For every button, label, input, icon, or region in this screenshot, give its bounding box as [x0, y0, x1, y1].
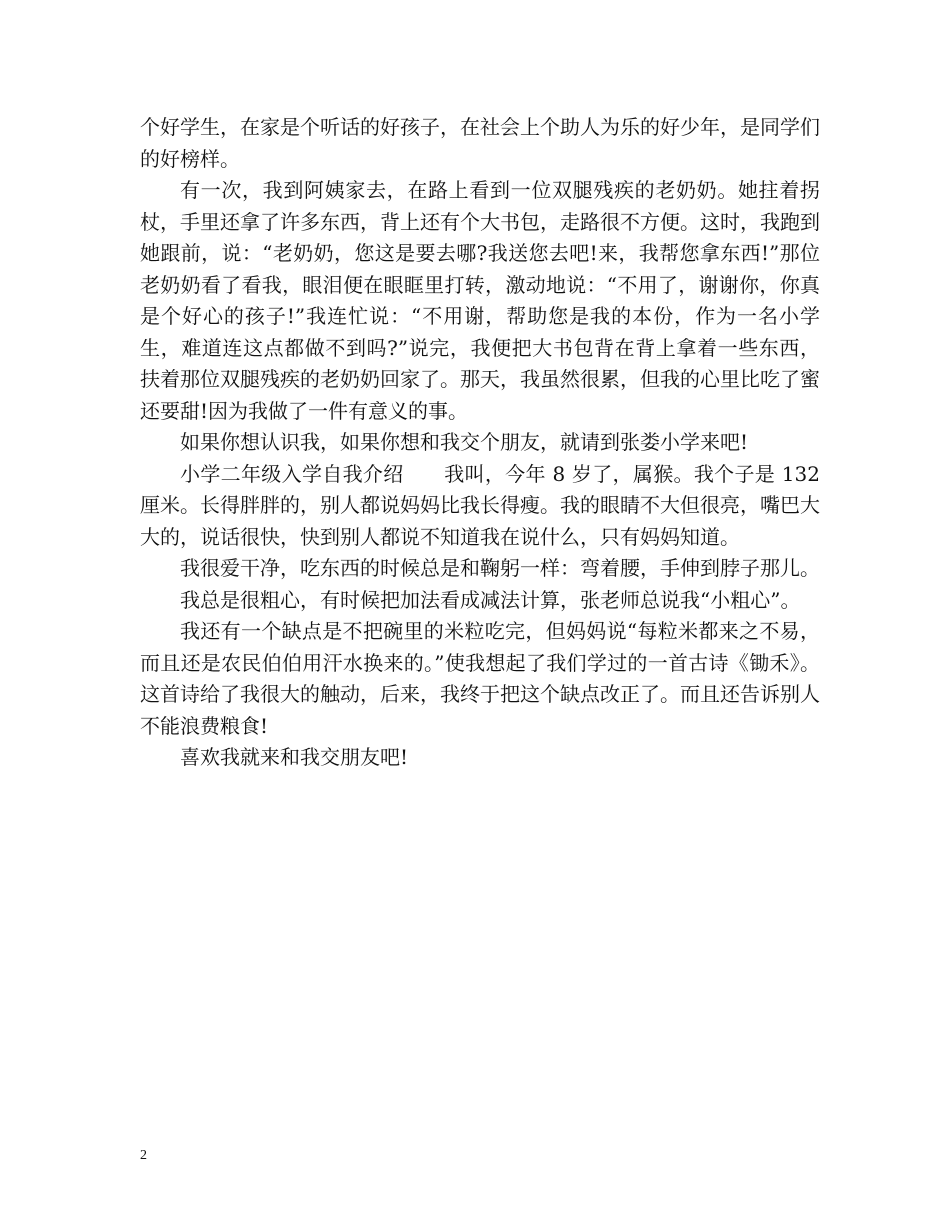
- paragraph-closing: 喜欢我就来和我交朋友吧!: [180, 745, 409, 769]
- page-number: 2: [140, 1148, 147, 1163]
- document-body: [140, 112, 820, 774]
- paragraph-continued: 个好学生，在家是个听话的好孩子，在社会上个助人为乐的好少年，是同学们的好榜样。: [140, 115, 820, 171]
- paragraph-clean-habit: 我很爱干净，吃东西的时候总是和鞠躬一样：弯着腰，手伸到脖子那儿。: [180, 556, 820, 580]
- paragraph-invitation: 如果你想认识我，如果你想和我交个朋友，就请到张娄小学来吧!: [180, 430, 749, 454]
- paragraph-helping-grandma: 有一次，我到阿姨家去，在路上看到一位双腿残疾的老奶奶。她拄着拐杖，手里还拿了许多东西，背上还有个大书包，走路很不方便。这时，我跑到她跟前，说：“老奶奶，您这是要去哪?我送您去吧!来，我帮您拿东西!”那位老奶奶看了看我，眼泪便在眼眶里打转，激动地说：“不用了，谢谢你，你真是个好心的孩子!”我连忙说：“不用谢，帮助您是我的本份，作为一名小学生，难道连这点都做不到吗?”说完，我便把大书包背在背上拿着一些东西，扶着那位双腿残疾的老奶奶回家了。那天，我虽然很累，但我的心里比吃了蜜还要甜!因为我做了一件有意义的事。: [140, 178, 820, 423]
- paragraph-careless: 我总是很粗心，有时候把加法看成减法计算，张老师总说我“小粗心”。: [180, 587, 801, 612]
- paragraph-self-introduction: 小学二年级入学自我介绍 我叫，今年 8 岁了，属猴。我个子是 132 厘米。长得胖胖的，别人都说妈妈比我长得瘦。我的眼睛不大但很亮，嘴巴大大的，说话很快，快到别人都说不知道我在说什么，只有妈妈知道。: [140, 461, 820, 549]
- paragraph-rice-grains: 我还有一个缺点是不把碗里的米粒吃完，但妈妈说“每粒米都来之不易，而且还是农民伯伯用汗水换来的。”使我想起了我们学过的一首古诗《锄禾》。这首诗给了我很大的触动，后来，我终于把这个缺点改正了。而且还告诉别人不能浪费粮食!: [140, 619, 820, 738]
